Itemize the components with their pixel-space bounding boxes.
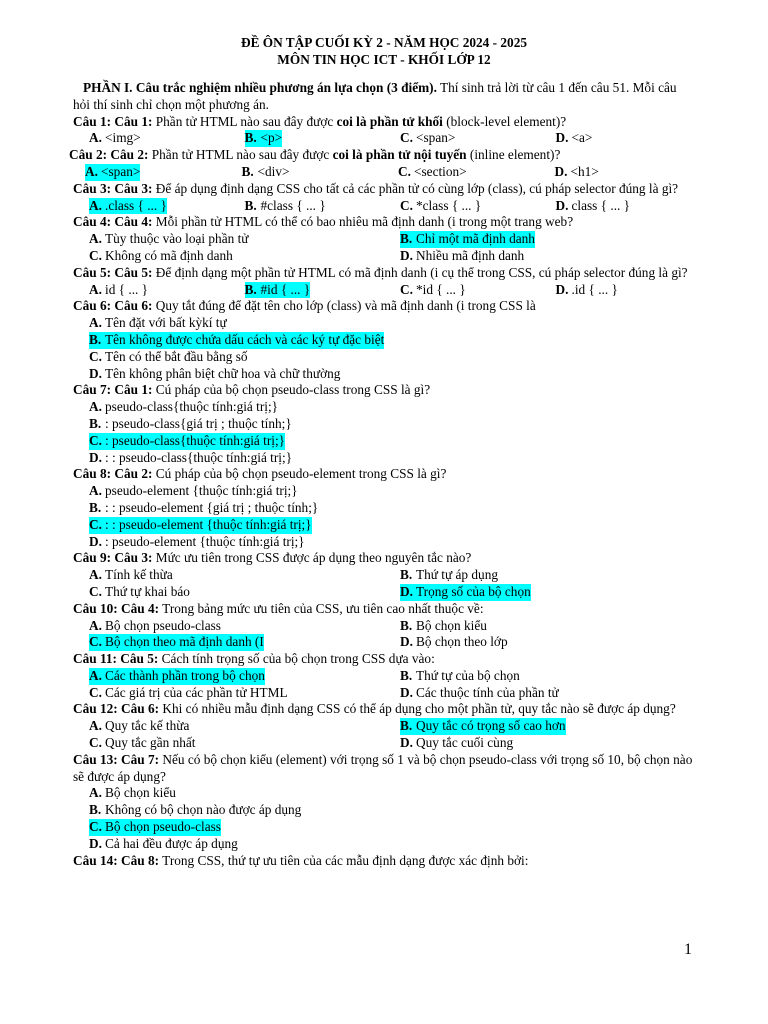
option-letter: A. (89, 130, 102, 146)
option-text: <a> (571, 130, 593, 146)
part-intro (73, 80, 695, 114)
question-stem (73, 265, 695, 282)
option-d (384, 584, 695, 601)
option-text: <section> (414, 163, 467, 179)
option-letter: B. (400, 667, 413, 683)
option-letter: A. (89, 399, 102, 415)
option-b (73, 500, 318, 517)
option-c (73, 685, 384, 702)
option-d (540, 198, 696, 215)
option-letter: A. (89, 315, 102, 331)
option-letter: C. (89, 348, 102, 364)
option-text: : pseudo-class{giá trị ; thuộc tính;} (105, 415, 292, 431)
exam-subtitle: MÔN TIN HỌC ICT - KHỐI LỚP 12 (277, 51, 491, 67)
options-row (73, 718, 695, 735)
option-text: Cả hai đều được áp dụng (105, 835, 238, 851)
options-row (73, 231, 695, 248)
question-3 (73, 181, 695, 215)
option-d (384, 735, 695, 752)
option-text: : pseudo-element {thuộc tính:giá trị;} (105, 533, 305, 549)
option-text: : : pseudo-element {giá trị ; thuộc tính;} (105, 499, 319, 515)
options-row (73, 802, 695, 819)
options-row (73, 534, 695, 551)
option-text: <span> (101, 163, 141, 179)
question-post: (inline element)? (466, 147, 561, 163)
question-pre: Để định dạng một phần tử HTML có mã định danh (i cụ thể trong CSS, cú pháp selector đúng là gì? (152, 264, 688, 280)
option-text: Chỉ một mã định danh (416, 231, 535, 247)
option-text: Các thành phần trong bộ chọn (105, 667, 265, 683)
question-pre: Mức ưu tiên trong CSS được áp dụng theo nguyên tắc nào? (152, 550, 472, 566)
option-text: Tên không được chứa dấu cách và các ký tự đặc biệt (105, 331, 385, 347)
question-12 (73, 701, 695, 751)
option-text: Không có bộ chọn nào được áp dụng (105, 802, 302, 818)
option-letter: B. (89, 802, 102, 818)
question-pre: Cách tính trọng số của bộ chọn trong CSS dựa vào: (158, 651, 435, 667)
option-text: Tên không phân biệt chữ hoa và chữ thường (105, 365, 341, 381)
question-stem (73, 298, 695, 315)
option-text: Bộ chọn theo lớp (416, 634, 508, 650)
option-c (384, 282, 540, 299)
option-letter: A. (89, 718, 102, 734)
options-row (73, 282, 695, 299)
option-text: Thứ tự khai báo (105, 583, 190, 599)
option-a (73, 231, 384, 248)
option-b (229, 198, 385, 215)
options-row (73, 332, 695, 349)
option-letter: D. (89, 449, 102, 465)
question-stem (69, 147, 695, 164)
option-letter: B. (400, 718, 416, 735)
option-text: Quy tắc có trọng số cao hơn (416, 718, 566, 734)
option-c (73, 634, 384, 651)
part-instructions: Thí sinh trả lời từ câu 1 đến câu 51. Mỗi câu hỏi thí sinh chỉ chọn một phương án. (73, 80, 677, 112)
option-letter: B. (89, 499, 102, 515)
question-pre: Khi có nhiều mẫu định dạng CSS có thể áp dụng cho một phần tử, quy tắc nào sẽ được áp dụng? (159, 701, 676, 717)
question-pre: Phần tử HTML nào sau đây được (148, 147, 333, 163)
option-letter: C. (89, 247, 102, 263)
option-letter: B. (400, 567, 413, 583)
option-letter: B. (245, 130, 261, 147)
option-text: pseudo-class{thuộc tính:giá trị;} (105, 399, 279, 415)
options-row (69, 164, 695, 181)
options-row (73, 668, 695, 685)
option-a (73, 618, 384, 635)
question-7 (73, 382, 695, 466)
option-text: pseudo-element {thuộc tính:giá trị;} (105, 483, 298, 499)
option-text: : pseudo-class{thuộc tính:giá trị;} (105, 432, 286, 448)
option-a (73, 198, 229, 215)
options-row (73, 416, 695, 433)
question-num: Câu 8: Câu 2: (73, 466, 153, 482)
option-letter: D. (400, 584, 416, 601)
option-letter: A. (89, 483, 102, 499)
question-num: Câu 7: Câu 1: (73, 382, 153, 398)
question-stem (73, 114, 695, 131)
options-row (73, 433, 695, 450)
option-a (73, 567, 384, 584)
option-b (73, 802, 301, 819)
option-letter: C. (89, 634, 105, 651)
exam-title: ĐỀ ÔN TẬP CUỐI KỲ 2 - NĂM HỌC 2024 - 2025 (240, 35, 527, 50)
option-a (73, 399, 278, 416)
option-b (229, 282, 385, 299)
option-letter: C. (89, 517, 105, 534)
option-text: #id { ... } (260, 281, 311, 297)
option-text: Bộ chọn pseudo-class (105, 617, 221, 633)
option-d (73, 450, 292, 467)
question-2 (69, 147, 695, 181)
option-text: Bộ chọn kiểu (105, 785, 176, 801)
option-b (384, 231, 695, 248)
option-d (73, 836, 238, 853)
option-letter: C. (89, 583, 102, 599)
option-letter: D. (400, 247, 413, 263)
option-text: <p> (260, 130, 283, 146)
option-letter: B. (241, 163, 254, 179)
question-stem (73, 214, 695, 231)
question-bold: coi là phần tử khối (336, 113, 443, 129)
option-text: Các giá trị của các phần tử HTML (105, 684, 288, 700)
options-row (73, 248, 695, 265)
question-stem (73, 550, 695, 567)
question-13 (73, 752, 695, 853)
option-c (73, 349, 248, 366)
question-pre: Mỗi phần tử HTML có thể có bao nhiêu mã định danh (i trong một trang web? (152, 214, 574, 230)
option-text: Các thuộc tính của phần tử (416, 684, 559, 700)
option-d (73, 366, 340, 383)
option-letter: D. (400, 684, 413, 700)
question-num: Câu 10: Câu 4: (73, 600, 160, 616)
option-c (382, 164, 539, 181)
question-num: Câu 4: Câu 4: (73, 214, 153, 230)
question-stem (73, 466, 695, 483)
option-a (73, 130, 229, 147)
option-c (73, 248, 384, 265)
options-row (73, 349, 695, 366)
question-pre: Phần tử HTML nào sau đây được (152, 113, 337, 129)
question-num: Câu 5: Câu 5: (73, 264, 153, 280)
option-letter: A. (89, 567, 102, 583)
question-post: (block-level element)? (442, 113, 567, 129)
option-text: Bộ chọn kiểu (416, 617, 487, 633)
option-text: Thứ tự áp dụng (416, 567, 498, 583)
options-row (73, 130, 695, 147)
option-letter: C. (400, 281, 413, 297)
question-stem (73, 701, 695, 718)
option-d (73, 534, 305, 551)
option-d (384, 685, 695, 702)
option-text: Quy tắc cuối cùng (416, 735, 514, 751)
option-c (73, 517, 312, 534)
options-row (73, 517, 695, 534)
question-stem (73, 853, 695, 870)
option-text: *class { ... } (416, 197, 482, 213)
option-a (73, 315, 227, 332)
option-letter: A. (85, 164, 101, 181)
options-row (73, 315, 695, 332)
option-d (540, 282, 696, 299)
options-row (73, 198, 695, 215)
option-c (384, 198, 540, 215)
question-pre: Cú pháp của bộ chọn pseudo-class trong CSS là gì? (152, 382, 431, 398)
options-row (73, 399, 695, 416)
option-c (384, 130, 540, 147)
question-num: Câu 12: Câu 6: (73, 701, 160, 717)
options-row (73, 735, 695, 752)
question-8 (73, 466, 695, 550)
option-letter: C. (400, 130, 413, 146)
question-stem (73, 651, 695, 668)
option-letter: D. (89, 365, 102, 381)
option-letter: D. (555, 281, 569, 297)
option-letter: B. (245, 282, 261, 299)
option-d (384, 634, 695, 651)
option-text: Thứ tự của bộ chọn (416, 667, 520, 683)
option-text: Không có mã định danh (105, 247, 233, 263)
option-c (73, 819, 221, 836)
option-b (226, 164, 383, 181)
question-5 (73, 265, 695, 299)
option-letter: C. (398, 163, 411, 179)
option-letter: B. (89, 332, 105, 349)
option-a (73, 282, 229, 299)
option-letter: A. (89, 231, 102, 247)
question-14 (73, 853, 695, 870)
option-a (73, 785, 176, 802)
question-4 (73, 214, 695, 264)
option-text: Bộ chọn theo mã định danh (I (105, 634, 264, 650)
question-pre: Trong bảng mức ưu tiên của CSS, ưu tiên cao nhất thuộc về: (159, 600, 484, 616)
option-b (384, 718, 695, 735)
question-bold: coi là phần tử nội tuyến (332, 147, 467, 163)
option-letter: C. (89, 819, 105, 836)
option-letter: C. (89, 684, 102, 700)
option-letter: D. (400, 735, 413, 751)
options-row (73, 634, 695, 651)
option-letter: D. (555, 197, 569, 213)
options-row (73, 500, 695, 517)
question-11 (73, 651, 695, 701)
option-letter: D. (89, 533, 102, 549)
options-row (73, 567, 695, 584)
option-b (384, 567, 695, 584)
exam-page (69, 35, 695, 869)
option-text: : : pseudo-element {thuộc tính:giá trị;} (105, 516, 312, 532)
option-text: <span> (416, 130, 456, 146)
option-letter: A. (89, 198, 105, 215)
question-num: Câu 14: Câu 8: (73, 852, 160, 868)
option-text: <img> (105, 130, 141, 146)
question-stem (73, 752, 695, 786)
option-text: Tùy thuộc vào loại phần tử (105, 231, 249, 247)
option-d (384, 248, 695, 265)
option-c (73, 735, 384, 752)
option-letter: C. (89, 735, 102, 751)
option-c (73, 584, 384, 601)
option-a (73, 668, 384, 685)
question-6 (73, 298, 695, 382)
question-list (69, 113, 695, 870)
options-row (73, 618, 695, 635)
option-letter: A. (89, 617, 102, 633)
options-row (73, 836, 695, 853)
options-row (73, 819, 695, 836)
option-text: <h1> (570, 163, 599, 179)
question-stem (73, 382, 695, 399)
option-c (73, 433, 285, 450)
option-text: id { ... } (105, 281, 149, 297)
option-letter: C. (89, 433, 105, 450)
option-text: #class { ... } (260, 197, 326, 213)
option-text: .class { ... } (105, 197, 167, 213)
question-pre: Nếu có bộ chọn kiểu (element) với trọng số 1 và bộ chọn pseudo-class với trọng số 10, bộ chọn nào sẽ được áp dụng? (73, 751, 693, 784)
question-9 (73, 550, 695, 600)
question-pre: Cú pháp của bộ chọn pseudo-element trong CSS là gì? (152, 466, 447, 482)
question-num: Câu 13: Câu 7: (73, 751, 160, 767)
option-b (384, 618, 695, 635)
question-num: Câu 1: Câu 1: (73, 113, 153, 129)
option-letter: A. (89, 785, 102, 801)
question-num: Câu 3: Câu 3: (73, 180, 153, 196)
question-10 (73, 601, 695, 651)
option-text: <div> (257, 163, 290, 179)
option-b (384, 668, 695, 685)
question-pre: Quy tắt đúng để đặt tên cho lớp (class) và mã định danh (i trong CSS là (152, 298, 536, 314)
options-row (73, 450, 695, 467)
option-text: Tên đặt với bất kỳkí tự (105, 315, 227, 331)
option-letter: D. (400, 634, 413, 650)
options-row (73, 785, 695, 802)
option-text: class { ... } (571, 197, 631, 213)
option-letter: D. (554, 163, 568, 179)
option-text: Trọng số của bộ chọn (416, 583, 531, 599)
options-row (73, 685, 695, 702)
page-number: 1 (684, 941, 692, 958)
option-letter: A. (89, 281, 102, 297)
option-letter: A. (89, 668, 105, 685)
question-num: Câu 9: Câu 3: (73, 550, 153, 566)
question-stem (73, 601, 695, 618)
option-letter: B. (89, 415, 102, 431)
question-num: Câu 11: Câu 5: (73, 651, 159, 667)
option-letter: B. (244, 197, 257, 213)
option-text: : : pseudo-class{thuộc tính:giá trị;} (105, 449, 293, 465)
question-num: Câu 6: Câu 6: (73, 298, 153, 314)
part-heading: PHẦN I. Câu trắc nghiệm nhiều phương án lựa chọn (3 điểm). (83, 80, 437, 95)
option-d (539, 164, 696, 181)
option-text: Quy tắc gần nhất (105, 735, 196, 751)
option-letter: D. (555, 130, 569, 146)
option-a (69, 164, 226, 181)
option-a (73, 483, 298, 500)
option-a (73, 718, 384, 735)
question-stem (73, 181, 695, 198)
option-text: Nhiều mã định danh (416, 247, 525, 263)
question-pre: Để áp dụng định dạng CSS cho tất cả các phần tử có cùng lớp (class), cú pháp selector đúng là gì? (152, 180, 679, 196)
question-pre: Trong CSS, thứ tự ưu tiên của các mẫu định dạng được xác định bởi: (159, 852, 529, 868)
options-row (73, 366, 695, 383)
option-letter: B. (400, 617, 413, 633)
option-text: Tính kế thừa (105, 567, 173, 583)
option-b (73, 332, 384, 349)
option-text: Bộ chọn pseudo-class (105, 819, 221, 835)
option-letter: D. (89, 835, 102, 851)
option-text: Tên có thể bắt đầu bằng số (105, 348, 248, 364)
option-text: Quy tắc kế thừa (105, 718, 190, 734)
options-row (73, 584, 695, 601)
option-d (540, 130, 696, 147)
option-b (229, 130, 385, 147)
option-text: .id { ... } (571, 281, 618, 297)
option-b (73, 416, 292, 433)
question-1 (73, 114, 695, 148)
options-row (73, 483, 695, 500)
option-text: *id { ... } (416, 281, 466, 297)
option-letter: B. (400, 231, 416, 248)
question-num: Câu 2: Câu 2: (69, 147, 149, 163)
option-letter: C. (400, 197, 413, 213)
